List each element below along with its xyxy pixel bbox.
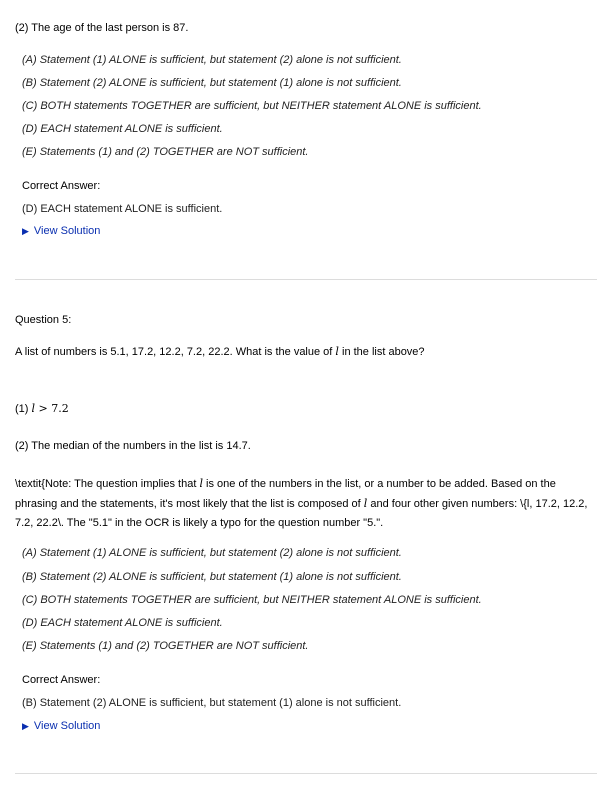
q4-view-solution-label: View Solution <box>33 225 101 237</box>
q5-statement-2: (2) The median of the numbers in the list is 14.7. <box>15 440 251 452</box>
q5-choice-d: (D) EACH statement ALONE is sufficient. <box>22 617 223 629</box>
q5-choice-a: (A) Statement (1) ALONE is sufficient, but statement (2) alone is not sufficient. <box>22 547 402 559</box>
q4-choice-a: (A) Statement (1) ALONE is sufficient, but statement (2) alone is not sufficient. <box>22 54 402 66</box>
q5-heading: Question 5: <box>15 314 72 326</box>
q5-choice-c: (C) BOTH statements TOGETHER are sufficient, but NEITHER statement ALONE is sufficient. <box>22 594 482 606</box>
q5-correct-answer: (B) Statement (2) ALONE is sufficient, but statement (1) alone is not sufficient. <box>22 697 402 709</box>
q4-choice-c: (C) BOTH statements TOGETHER are sufficient, but NEITHER statement ALONE is sufficient. <box>22 100 482 112</box>
q5-choice-e: (E) Statements (1) and (2) TOGETHER are NOT sufficient. <box>22 640 309 652</box>
divider <box>15 773 597 774</box>
disclosure-triangle-icon: ▶ <box>22 721 29 731</box>
q4-statement-2: (2) The age of the last person is 87. <box>15 22 189 34</box>
q4-choice-d: (D) EACH statement ALONE is sufficient. <box>22 123 223 135</box>
q5-statement-1: (1) l > 7.2 <box>15 402 69 415</box>
q4-correct-answer: (D) EACH statement ALONE is sufficient. <box>22 203 223 215</box>
q5-view-solution-label: View Solution <box>33 720 101 732</box>
q5-choice-b: (B) Statement (2) ALONE is sufficient, but statement (1) alone is not sufficient. <box>22 571 402 583</box>
q4-choice-e: (E) Statements (1) and (2) TOGETHER are NOT sufficient. <box>22 146 309 158</box>
q5-question-text: A list of numbers is 5.1, 17.2, 12.2, 7.2, 22.2. What is the value of l in the list above? <box>15 345 425 358</box>
q5-correct-answer-label: Correct Answer: <box>22 674 101 686</box>
q4-view-solution-link[interactable] <box>22 225 100 237</box>
q5-variable: l <box>335 345 339 358</box>
disclosure-triangle-icon: ▶ <box>22 226 29 236</box>
divider <box>15 279 597 280</box>
q5-note: \textit{Note: The question implies that l is one of the numbers in the list, or a number to be added. Based on the phrasing and the statements, it's most likely that the list is composed of l and four other given numbers: \{l, 17.2, 12.2, 7.2, 22.2\. The "5.1" in the OCR is likely a typo for the question number "5.". <box>15 477 588 529</box>
q4-choice-b: (B) Statement (2) ALONE is sufficient, but statement (1) alone is not sufficient. <box>22 77 402 89</box>
q4-correct-answer-label: Correct Answer: <box>22 180 101 192</box>
q5-view-solution-link[interactable] <box>22 720 100 732</box>
